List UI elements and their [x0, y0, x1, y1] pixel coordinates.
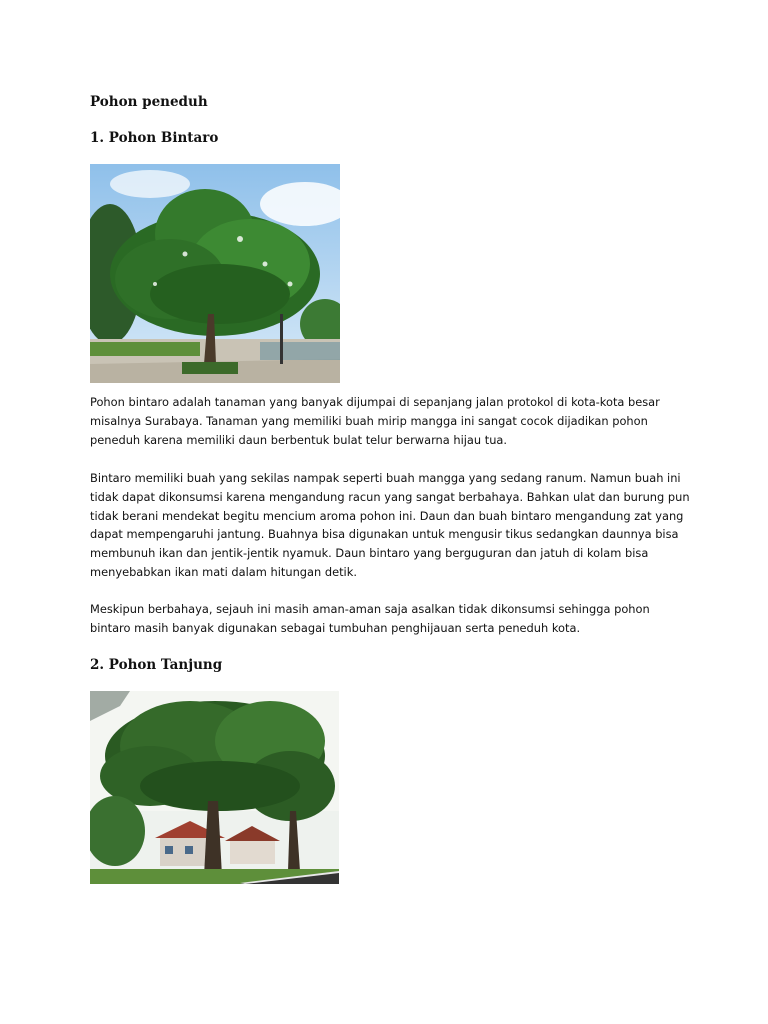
paragraph-line: peneduh karena memiliki daun berbentuk bulat telur berwarna hijau tua. [90, 432, 508, 447]
paragraph-line: membunuh ikan dan jentik-jentik nyamuk. Daun bintaro yang berguguran dan jatuh di kolam bisa [90, 546, 649, 561]
paragraph-line: misalnya Surabaya. Tanaman yang memiliki buah mirip mangga ini sangat cocok dijadikan pohon [90, 413, 648, 428]
paragraph-line: tidak dapat dikonsumsi karena mengandung racun yang sangat berbahaya. Bahkan ulat dan burung pun [90, 489, 690, 504]
tanjung-tree-photo [90, 691, 339, 884]
paragraph-bintaro-usage [90, 600, 690, 638]
paragraph-line: tidak berani mendekat begitu mencium aroma pohon ini. Daun dan buah bintaro mengandung zat yang [90, 508, 684, 523]
paragraph-line: dapat mempengaruhi jantung. Buahnya bisa digunakan untuk mengusir tikus sedangkan daunnya bisa [90, 527, 679, 542]
paragraph-line: Pohon bintaro adalah tanaman yang banyak dijumpai di sepanjang jalan protokol di kota-kota besar [90, 395, 660, 409]
paragraph-bintaro-description [90, 393, 690, 449]
bintaro-tree-photo [90, 164, 340, 383]
paragraph-bintaro-fruit [90, 469, 690, 582]
paragraph-line: menyebabkan ikan mati dalam hitungan detik. [90, 564, 357, 579]
section-heading-tanjung: 2. Pohon Tanjung [90, 657, 223, 673]
document-title: Pohon peneduh [90, 94, 208, 110]
paragraph-line: bintaro masih banyak digunakan sebagai tumbuhan penghijauan serta peneduh kota. [90, 620, 581, 635]
paragraph-line: Bintaro memiliki buah yang sekilas nampak seperti buah mangga yang sedang ranum. Namun buah ini [90, 471, 681, 485]
section-heading-bintaro: 1. Pohon Bintaro [90, 130, 219, 146]
paragraph-line: Meskipun berbahaya, sejauh ini masih aman-aman saja asalkan tidak dikonsumsi sehingga pohon [90, 602, 650, 616]
